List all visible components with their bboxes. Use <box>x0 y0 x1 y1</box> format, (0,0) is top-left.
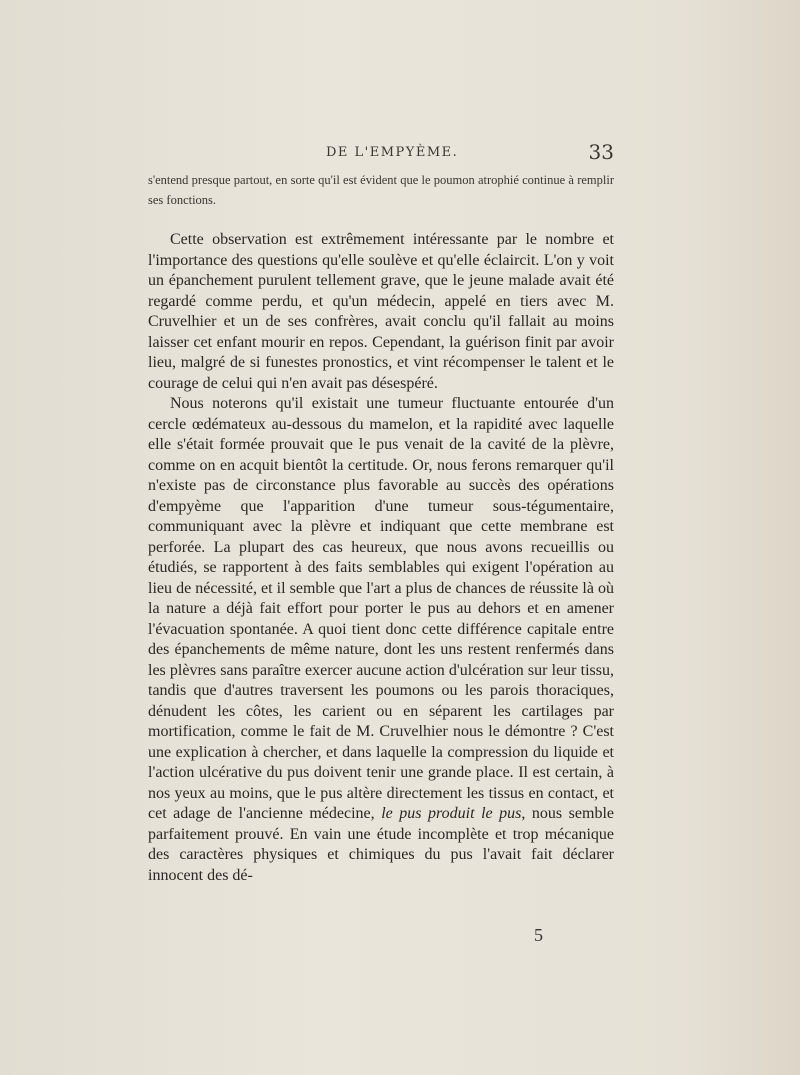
paragraph-tumeur <box>148 394 614 886</box>
body-text <box>148 230 614 886</box>
page-header <box>148 140 614 165</box>
page-number: 33 <box>588 140 614 164</box>
signature-mark: 5 <box>534 925 543 945</box>
paragraph-text-end: , nous semble parfaitement prouvé. En vain une étude incomplète et trop mécanique des caractères physiques et chimiques du pus l'avait fait déclarer innocent des dé- <box>148 805 614 884</box>
paragraph-observation: Cette observation est extrêmement intéressante par le nombre et l'importance des questions qu'elle soulève et qu'elle éclaircit. L'on y voit un épanchement purulent tellement grave, que le jeune malade avait été regardé comme perdu, et qu'un médecin, appelé en tiers avec M. Cruvelhier et un de ses confrères, avait conclu qu'il fallait au moins laisser cet enfant mourir en repos. Cependant, la guérison finit par avoir lieu, malgré de si funestes pronostics, et vint récompenser le talent et le courage de celui qui n'en avait pas désespéré. <box>148 231 614 392</box>
adage-italic: le pus produit le pus <box>381 805 522 822</box>
footnote-continuation: s'entend presque partout, en sorte qu'il est évident que le poumon atrophié continue à remplir ses fonctions. <box>148 173 614 207</box>
running-title: DE L'EMPYÈME. <box>326 145 459 160</box>
paragraph-text: Nous noterons qu'il existait une tumeur fluctuante entourée d'un cercle œdémateux au-dessous du mamelon, et la rapidité avec laquelle elle s'était formée prouvait que le pus venait de la cavité de la plèvre, comme on en acquit bientôt la certitude. Or, nous ferons remarquer qu'il n'existe pas de circonstance plus favorable au succès des opérations d'empyème que l'apparition d'une tumeur sous-tégumentaire, communiquant avec la plèvre et indiquant que cette membrane est perforée. La plupart des cas heureux, que nous avons recueillis ou étudiés, se rapportent à des faits semblables qui exigent l'opération au lieu de nécessité, et il semble que l'art a plus de chances de réussite là où la nature a déjà fait effort pour porter le pus au dehors et en amener l'évacuation spontanée. A quoi tient donc cette différence capitale entre des épanchements de même nature, dont les uns restent renfermés dans les plèvres sans paraître exercer aucune action d'ulcération sur leur tissu, tandis que d'autres traversent les poumons ou les parois thoraciques, dénudent les côtes, les carient ou en séparent les cartilages par mortification, comme le fait de M. Cruvelhier nous le démontre ? C'est une explication à chercher, et dans laquelle la compression du liquide et l'action ulcérative du pus doivent tenir une grande place. Il est certain, à nos yeux au moins, que le pus altère directement les tissus en contact, et cet adage de l'ancienne médecine, <box>148 395 614 822</box>
